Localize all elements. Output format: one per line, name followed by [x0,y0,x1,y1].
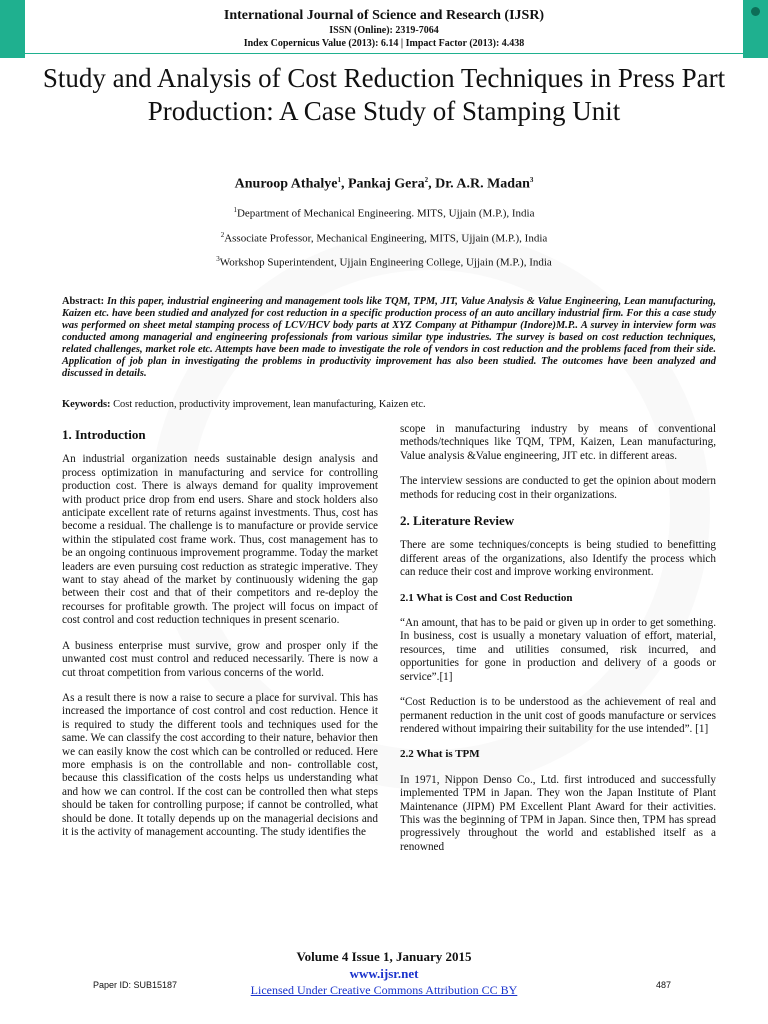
footer-volume: Volume 4 Issue 1, January 2015 [296,949,472,964]
affiliation [0,255,768,269]
affiliation [0,231,768,245]
abstract [62,296,716,380]
footer-license-link[interactable]: Licensed Under Creative Commons Attribution CC BY [250,983,518,997]
affiliation-text: Department of Mechanical Engineering. MITS, Ujjain (M.P.), India [236,207,535,220]
affiliation-mark: 1 [233,206,237,214]
author-affiliation-mark: 3 [529,176,534,184]
paragraph: A business enterprise must survive, grow and prosper only if the unwanted cost must control and reduced necessarily. There is now a cut throat competition from various concerns of the world. [62,639,378,679]
keywords [62,399,716,410]
right-column [400,423,716,866]
journal-header [0,8,768,50]
paragraph: In 1971, Nippon Denso Co., Ltd. first introduced and successfully implemented TPM in Japan. They won the Japan Institute of Plant Maintenance (JIPM) PM Excellent Plant Award for their activities. This was the beginning of TPM in Japan. Since then, TPM has spread progressively throughout the world and established itself as a renowned [400,773,716,853]
footer-paper-id: Paper ID: SUB15187 [93,980,178,990]
paragraph: The interview sessions are conducted to get the opinion about modern methods for reducing cost in their organizations. [400,475,716,501]
paragraph: scope in manufacturing industry by means of conventional methods/techniques like TQM, TPM, Kaizen, Lean manufacturing, Value analysis &Value engineering, JIT etc. in different areas. [400,423,716,462]
paragraph: An industrial organization needs sustainable design analysis and process optimization in manufacturing and service for controlling production cost. There is always demand for quality improvement with product price drop from end users. Share and stock holders also anticipate excellent rate of returns against investments. Thus, cost has become a residual. The challenge is to manufacture or provide service within the stipulated cost frame work. Thus, cost management has to be an ongoing continuous improvement programme. Today the market leaders are even pursuing cost reduction as strategic imperative. They want to stay ahead of the market by continuously widening the gap between their cost and that of their competitors and re-deploy the recourses for profitable growth. The project will focus on impact of cost control and cost reduction techniques in present scenario. [62,453,378,627]
footer-page-number: 487 [656,980,672,990]
journal-issn: ISSN (Online): 2319-7064 [329,25,439,36]
subsection-heading-cost: 2.1 What is Cost and Cost Reduction [400,591,573,604]
author-affiliation-mark: 1 [337,176,341,184]
author-affiliation-mark: 2 [424,176,429,184]
abstract-label: Abstract: [62,296,105,307]
section-heading-introduction: 1. Introduction [62,427,146,442]
left-column [62,423,378,851]
affiliation-mark: 3 [216,255,220,263]
author-list [0,176,768,193]
keywords-text: Cost reduction, productivity improvement, lean manufacturing, Kaizen etc. [113,399,426,410]
author-name: , Dr. A.R. Madan [428,176,530,192]
abstract-text: In this paper, industrial engineering and management tools like TQM, TPM, JIT, Value Analysis & Value Engineering, Lean manufacturing, Kaizen etc. have been studied and analyzed for cost reduction in a specific production process of an auto ancillary industrial firm. For this a case study was performed on sheet metal stamping process of LCV/HCV body parts at XYZ Company at Pithampur (Indore)M.P.. A survey in interview form was conducted among managerial and engineering professionals from various similar type industries. The survey is based on cost reduction techniques, related challenges, market role etc. Attempts have been made to investigate the role of vendors in cost reduction and the problems faced from their side. Application of job plan in investigating the problems in productivity improvement has also been studied. The outcomes have been analyzed and discussed in details. [62,296,716,379]
affiliation-mark: 2 [220,231,225,239]
section-heading-literature-review: 2. Literature Review [400,513,515,529]
header-divider [23,53,745,54]
author-name: Anuroop Athalye [234,176,338,192]
affiliation-text: Associate Professor, Mechanical Engineering, MITS, Ujjain (M.P.), India [224,232,548,245]
paragraph: There are some techniques/concepts is being studied to benefitting different areas of the organizations, also Identify the process which can reduce their cost and improve working environment. [400,539,716,579]
affiliation [0,206,768,220]
author-name: , Pankaj Gera [340,176,425,192]
paragraph: As a result there is now a raise to secure a place for survival. This has increased the importance of cost control and cost reduction. Hence it is required to study the different tools and techniques used for the same. We can classify the cost according to their nature, behavior then we can easily know the cost which can be controlled or reduced. Here more emphasis is on the controllable and non- controllable cost, because this classification of the costs helps us understanding what and how we can control. If the cost can be controlled then what steps should be taken for controlling purpose; if cannot be controlled, what should be done. It totally depends up on the managerial decisions and it is the activity of management accounting. The study identifies the [62,691,378,838]
journal-index: Index Copernicus Value (2013): 6.14 | Impact Factor (2013): 4.438 [243,38,525,49]
affiliation-text: Workshop Superintendent, Ujjain Engineering College, Ujjain (M.P.), India [219,256,552,269]
keywords-label: Keywords: [62,399,111,410]
paragraph: “An amount, that has to be paid or given up in order to get something. In business, cost is usually a monetary valuation of effort, material, resources, time and utilities consumed, risk incurred, and opportunities for gone in production and delivery of a goods or service”.[1] [400,617,716,683]
subsection-heading-tpm: 2.2 What is TPM [400,748,480,761]
paper-title: Study and Analysis of Cost Reduction Techniques in Press Part Production: A Case Study of Stamping Unit [42,63,726,126]
paragraph: “Cost Reduction is to be understood as the achievement of real and permanent reduction in the unit cost of goods manufacture or services rendered without impairing their suitability for the use intended”. [1] [400,696,716,735]
footer-journal-link[interactable]: www.ijsr.net [349,966,419,981]
journal-name: International Journal of Science and Research (IJSR) [223,8,545,23]
